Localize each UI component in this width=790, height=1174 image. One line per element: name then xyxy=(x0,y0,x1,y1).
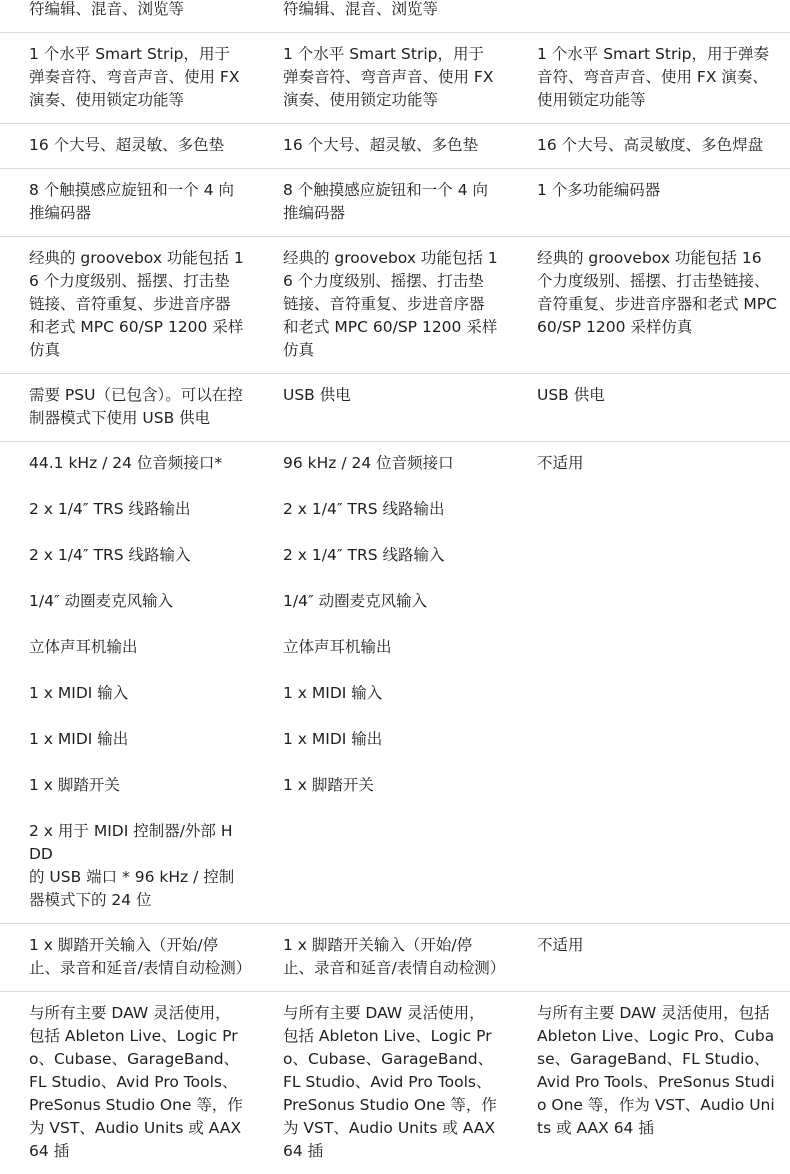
table-cell: 16 个大号、超灵敏、多色垫 xyxy=(283,136,479,154)
table-cell: 1 个水平 Smart Strip，用于弹奏音符、弯音声音、使用 FX 演奏、使用锁定功能等 xyxy=(283,45,494,109)
table-cell xyxy=(508,0,790,32)
spec-line: 1 x 脚踏开关 xyxy=(283,776,374,794)
spec-line: 2 x 1/4″ TRS 线路输出 xyxy=(29,500,191,518)
table-cell: 符编辑、混音、浏览等 xyxy=(283,0,439,18)
table-cell: 经典的 groovebox 功能包括 16 个力度级别、摇摆、打击垫链接、音符重复、步进音序器和老式 MPC 60/SP 1200 采样仿真 xyxy=(29,249,244,359)
table-cell: 1 个水平 Smart Strip，用于弹奏音符、弯音声音、使用 FX 演奏、使用锁定功能等 xyxy=(29,45,240,109)
spec-line: 1/4″ 动圈麦克风输入 xyxy=(283,592,428,610)
spec-line: 1 x 脚踏开关 xyxy=(29,776,120,794)
table-cell: 1 个水平 Smart Strip，用于弹奏音符、弯音声音、使用 FX 演奏、使用锁定功能等 xyxy=(537,45,769,109)
table-cell: 8 个触摸感应旋钮和一个 4 向推编码器 xyxy=(29,181,235,222)
table-row xyxy=(0,992,790,1174)
spec-line: 2 x 1/4″ TRS 线路输出 xyxy=(283,500,445,518)
spec-line: 1 x MIDI 输入 xyxy=(283,684,383,702)
spec-line: 96 kHz / 24 位音频接口 xyxy=(283,454,454,472)
table-cell: 16 个大号、超灵敏、多色垫 xyxy=(29,136,225,154)
table-row xyxy=(0,924,790,992)
table-cell: 1 x 脚踏开关输入（开始/停止、录音和延音/表情自动检测） xyxy=(283,936,506,977)
table-row xyxy=(0,33,790,124)
table-cell: 需要 PSU（已包含）。可以在控制器模式下使用 USB 供电 xyxy=(29,386,243,427)
table-cell: 8 个触摸感应旋钮和一个 4 向推编码器 xyxy=(283,181,489,222)
table-cell: 经典的 groovebox 功能包括 16 个力度级别、摇摆、打击垫链接、音符重复、步进音序器和老式 MPC 60/SP 1200 采样仿真 xyxy=(537,249,777,336)
spec-line: 1 x MIDI 输入 xyxy=(29,684,129,702)
spec-line: 1 x MIDI 输出 xyxy=(29,730,129,748)
spec-line: 1/4″ 动圈麦克风输入 xyxy=(29,592,174,610)
table-row xyxy=(0,124,790,169)
table-cell: 与所有主要 DAW 灵活使用，包括 Ableton Live、Logic Pro、Cubase、GarageBand、FL Studio、Avid Pro Tools、PreSonus Studio One 等，作为 VST、Audio Units 或 AAX 64 插 xyxy=(283,1004,497,1160)
table-cell: 不适用 xyxy=(537,936,584,954)
spec-line: 立体声耳机输出 xyxy=(29,638,138,656)
table-cell xyxy=(254,442,508,923)
table-row xyxy=(0,374,790,442)
spec-line: 1 x MIDI 输出 xyxy=(283,730,383,748)
table-cell: 经典的 groovebox 功能包括 16 个力度级别、摇摆、打击垫链接、音符重复、步进音序器和老式 MPC 60/SP 1200 采样仿真 xyxy=(283,249,498,359)
spec-line: 的 USB 端口 * 96 kHz / 控制器模式下的 24 位 xyxy=(29,868,235,909)
table-cell: 1 x 脚踏开关输入（开始/停止、录音和延音/表情自动检测） xyxy=(29,936,252,977)
spec-line: 不适用 xyxy=(537,454,584,472)
table-cell: 1 个多功能编码器 xyxy=(537,181,661,199)
table-row xyxy=(0,0,790,33)
table-row-io xyxy=(0,442,790,924)
table-cell: 16 个大号、高灵敏度、多色焊盘 xyxy=(537,136,764,154)
table-cell: 符编辑、混音、浏览等 xyxy=(29,0,185,18)
table-cell xyxy=(508,442,790,923)
table-row xyxy=(0,169,790,237)
spec-line: 立体声耳机输出 xyxy=(283,638,392,656)
table-row xyxy=(0,237,790,374)
spec-line: 2 x 1/4″ TRS 线路输入 xyxy=(283,546,445,564)
table-cell: 与所有主要 DAW 灵活使用，包括 Ableton Live、Logic Pro、Cubase、GarageBand、FL Studio、Avid Pro Tools、PreSonus Studio One 等，作为 VST、Audio Units 或 AAX 64 插 xyxy=(537,1004,775,1137)
table-cell: 与所有主要 DAW 灵活使用，包括 Ableton Live、Logic Pro、Cubase、GarageBand、FL Studio、Avid Pro Tools、PreSonus Studio One 等，作为 VST、Audio Units 或 AAX 64 插 xyxy=(29,1004,243,1160)
table-cell: USB 供电 xyxy=(537,386,605,404)
table-cell: USB 供电 xyxy=(283,386,351,404)
spec-line: 44.1 kHz / 24 位音频接口* xyxy=(29,454,223,472)
table-cell xyxy=(0,442,254,923)
spec-line: 2 x 1/4″ TRS 线路输入 xyxy=(29,546,191,564)
spec-line: 2 x 用于 MIDI 控制器/外部 HDD xyxy=(29,822,233,863)
